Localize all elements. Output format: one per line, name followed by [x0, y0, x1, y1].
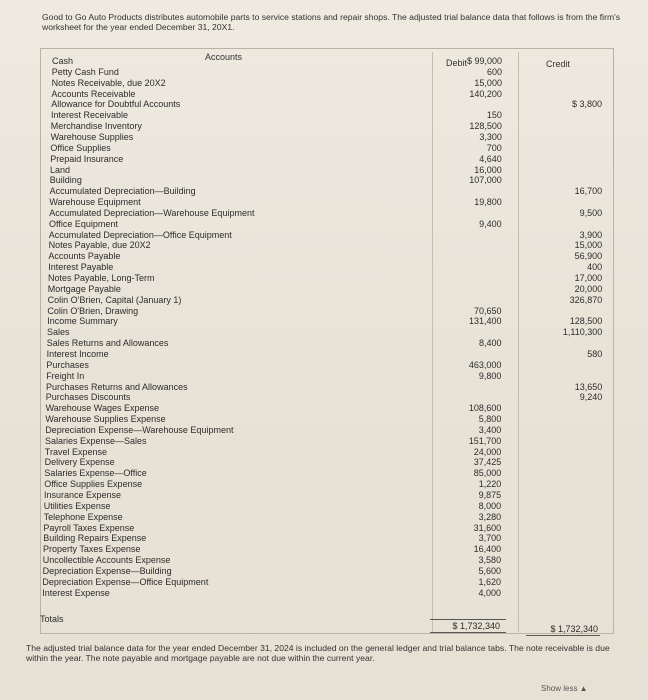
account-name: Utilities Expense [43, 500, 111, 511]
credit-amount: 17,000 [574, 273, 603, 283]
totals-label: Totals [40, 614, 64, 624]
account-name: Purchases [46, 359, 89, 370]
debit-amount: 151,700 [468, 435, 502, 446]
table-row [0, 382, 648, 393]
debit-amount: 16,000 [474, 164, 502, 175]
table-row [0, 262, 648, 273]
debit-total-rule [430, 619, 506, 620]
total-debit: $ 1,732,340 [452, 621, 500, 631]
table-row [0, 186, 648, 197]
table-row [0, 208, 648, 219]
debit-total-double-rule [430, 632, 506, 633]
debit-amount: 4,640 [479, 153, 502, 164]
debit-amount: 5,800 [478, 414, 502, 425]
table-row [0, 132, 648, 143]
debit-column-header: Debit [446, 58, 468, 68]
debit-amount: 3,400 [478, 424, 502, 435]
debit-amount: 16,400 [473, 544, 502, 555]
account-name: Land [50, 164, 71, 175]
table-row [0, 523, 648, 534]
table-row [0, 425, 648, 436]
table-row [0, 533, 648, 544]
debit-amount: 37,425 [473, 457, 502, 468]
account-name: Colin O'Brien, Capital (January 1) [47, 294, 182, 305]
credit-amount: 15,000 [574, 240, 603, 251]
credit-amount: 9,240 [579, 392, 603, 403]
debit-amount: 9,875 [478, 490, 502, 500]
table-row [0, 512, 648, 523]
table-row [0, 78, 648, 89]
table-row [0, 327, 648, 338]
table-row [0, 284, 648, 295]
outro-paragraph: The adjusted trial balance data for the year ended December 31, 2024 is included on the general ledger and trial balance tabs. The note receivable is due within the year. The note payable and mortgage payable are not due within the current year. [26, 643, 610, 663]
table-row [0, 165, 648, 176]
debit-amount: 8,400 [478, 338, 502, 349]
account-name: Accounts Receivable [51, 88, 136, 99]
account-name: Building [49, 175, 82, 186]
account-name: Income Summary [47, 316, 118, 327]
account-name: Notes Receivable, due 20X2 [51, 77, 166, 88]
table-row [0, 251, 648, 262]
account-name: Payroll Taxes Expense [43, 522, 135, 533]
account-name: Depreciation Expense—Office Equipment [42, 576, 209, 587]
account-name: Office Supplies [50, 142, 111, 153]
table-row [0, 403, 648, 414]
debit-amount: 15,000 [474, 77, 502, 88]
accounts-column-header: Accounts [205, 52, 243, 62]
debit-amount: 85,000 [473, 468, 502, 479]
debit-amount: 128,500 [469, 121, 502, 132]
account-name: Freight In [46, 370, 85, 381]
account-name: Interest Expense [42, 587, 110, 598]
table-row [0, 501, 648, 512]
account-name: Accumulated Depreciation—Warehouse Equipment [49, 207, 255, 218]
debit-amount: 70,650 [474, 305, 502, 316]
account-name: Notes Payable, due 20X2 [48, 240, 151, 251]
credit-amount: 20,000 [574, 283, 603, 294]
account-name: Purchases Discounts [45, 392, 131, 403]
account-name: Salaries Expense—Sales [45, 435, 147, 446]
account-name: Telephone Expense [43, 511, 123, 522]
credit-amount: 326,870 [569, 294, 603, 305]
debit-amount: 31,600 [473, 522, 502, 533]
credit-column-header: Credit [546, 59, 571, 69]
table-row [0, 468, 648, 479]
account-name: Warehouse Supplies [50, 131, 134, 142]
account-name: Accumulated Depreciation—Building [49, 186, 196, 197]
account-name: Colin O'Brien, Drawing [47, 305, 139, 316]
account-name: Accumulated Depreciation—Office Equipment [48, 229, 232, 240]
account-name: Notes Payable, Long-Term [48, 273, 155, 283]
account-name: Interest Receivable [51, 110, 129, 121]
credit-amount: 1,110,300 [562, 327, 603, 338]
table-row [0, 240, 648, 251]
account-name: Interest Payable [48, 262, 114, 273]
account-name: Property Taxes Expense [43, 544, 141, 555]
table-row [0, 316, 648, 327]
table-row [0, 99, 648, 110]
account-name: Depreciation Expense—Building [42, 565, 172, 576]
total-credit: $ 1,732,340 [550, 624, 598, 634]
table-row [0, 56, 648, 67]
account-name: Accounts Payable [48, 251, 121, 262]
table-row [0, 392, 648, 403]
table-row [0, 121, 648, 132]
table-row [0, 447, 648, 458]
account-name: Allowance for Doubtful Accounts [51, 99, 181, 110]
debit-amount: 4,000 [478, 587, 502, 598]
account-name: Interest Income [46, 348, 109, 359]
debit-amount: 3,580 [478, 555, 502, 566]
account-name: Insurance Expense [44, 490, 122, 500]
table-row [0, 67, 648, 78]
debit-amount: 3,300 [479, 131, 502, 142]
account-name: Merchandise Inventory [50, 121, 142, 132]
table-row [0, 175, 648, 186]
account-name: Office Equipment [49, 218, 118, 229]
credit-amount: 128,500 [569, 316, 603, 327]
table-row [0, 143, 648, 154]
account-name: Warehouse Supplies Expense [45, 414, 166, 425]
debit-amount: 150 [486, 110, 502, 121]
table-row [0, 566, 648, 577]
table-row [0, 360, 648, 371]
credit-amount: 16,700 [574, 186, 603, 197]
table-row [0, 273, 648, 284]
account-name: Travel Expense [44, 446, 107, 457]
table-row [0, 457, 648, 468]
account-name: Cash [52, 56, 74, 66]
debit-amount: 19,800 [474, 197, 502, 208]
account-name: Petty Cash Fund [51, 66, 119, 77]
debit-amount: 3,700 [478, 533, 502, 544]
intro-paragraph: Good to Go Auto Products distributes automobile parts to service stations and repair shops. The adjusted trial balance data that follows is from the firm's worksheet for the year ended December 31, 20X1. [42, 12, 621, 32]
account-name: Warehouse Equipment [49, 197, 141, 208]
debit-amount: 131,400 [468, 316, 502, 327]
credit-amount: 13,650 [574, 381, 603, 392]
debit-amount: 140,200 [469, 88, 502, 99]
account-name: Sales Returns and Allowances [46, 338, 169, 349]
debit-amount: 600 [486, 66, 502, 77]
table-row [0, 219, 648, 230]
table-row [0, 197, 648, 208]
credit-amount: 3,900 [579, 229, 603, 240]
table-row [0, 588, 648, 599]
table-row [0, 295, 648, 306]
debit-amount: 5,600 [478, 565, 502, 576]
table-row [0, 154, 648, 165]
account-name: Office Supplies Expense [44, 479, 143, 490]
table-row [0, 479, 648, 490]
debit-amount: 8,000 [478, 500, 502, 511]
debit-amount: 24,000 [473, 446, 502, 457]
credit-amount: 9,500 [579, 207, 603, 218]
account-name: Delivery Expense [44, 457, 115, 468]
table-row [0, 436, 648, 447]
table-row [0, 577, 648, 588]
account-name: Sales [47, 327, 70, 338]
debit-amount: 700 [486, 142, 502, 153]
account-name: Building Repairs Expense [43, 533, 147, 544]
credit-amount: 580 [587, 348, 603, 359]
table-row [0, 349, 648, 360]
table-row [0, 110, 648, 121]
account-name: Prepaid Insurance [50, 153, 124, 164]
credit-amount: $ 3,800 [572, 99, 603, 110]
account-name: Salaries Expense—Office [44, 468, 147, 479]
show-less-link[interactable]: Show less ▲ [541, 684, 588, 693]
debit-amount: 463,000 [468, 359, 502, 370]
credit-total-rule [526, 635, 600, 636]
table-row [0, 414, 648, 425]
account-name: Purchases Returns and Allowances [46, 381, 188, 392]
table-row [0, 555, 648, 566]
debit-amount: 3,280 [478, 511, 502, 522]
account-name: Uncollectible Accounts Expense [42, 555, 171, 566]
table-row [0, 490, 648, 501]
account-name: Warehouse Wages Expense [45, 403, 159, 414]
table-row [0, 371, 648, 382]
account-name: Mortgage Payable [47, 283, 121, 294]
debit-amount: 9,400 [479, 218, 502, 229]
table-row [0, 89, 648, 100]
debit-amount: $ 99,000 [466, 56, 502, 66]
debit-amount: 1,620 [478, 576, 502, 587]
debit-amount: 108,600 [468, 403, 502, 414]
table-row [0, 306, 648, 317]
table-row [0, 230, 648, 241]
credit-amount: 400 [587, 262, 603, 273]
credit-amount: 56,900 [574, 251, 603, 262]
debit-amount: 9,800 [478, 370, 502, 381]
debit-amount: 1,220 [478, 479, 502, 490]
table-row [0, 338, 648, 349]
table-row [0, 544, 648, 555]
debit-amount: 107,000 [469, 175, 502, 186]
account-name: Depreciation Expense—Warehouse Equipment [45, 424, 234, 435]
